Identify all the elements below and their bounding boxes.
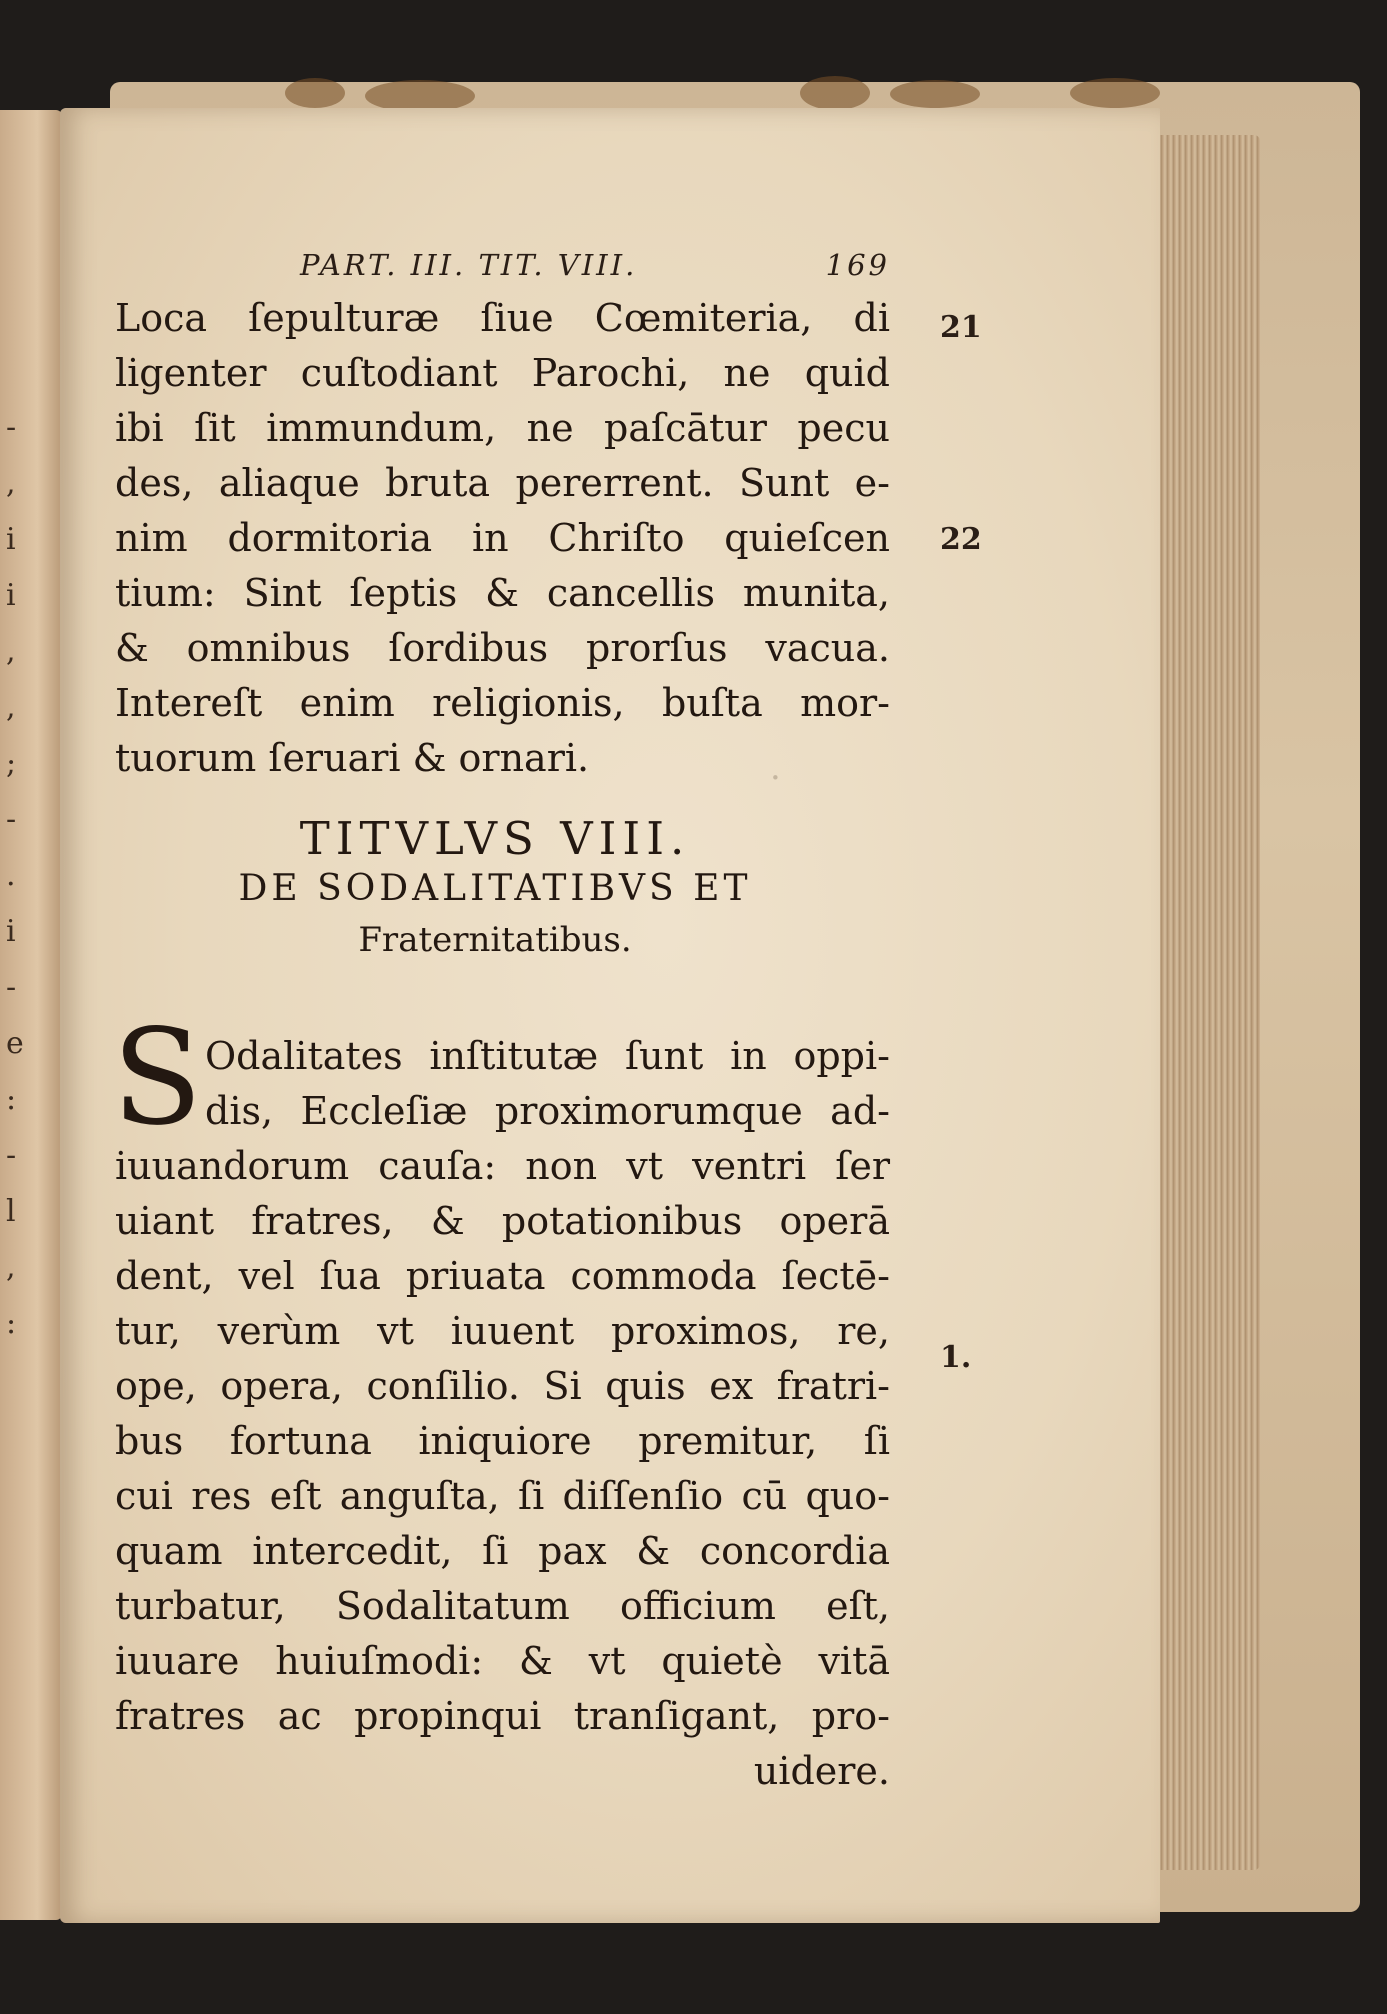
margin-note: 1. [940, 1340, 972, 1375]
drop-initial: S [112, 1001, 203, 1155]
text-line: quam intercedit, ſi pax & concordia [115, 1529, 890, 1573]
text-line: Intereſt enim religionis, buſta mor- [115, 681, 890, 725]
text-line: ligenter cuſtodiant Parochi, ne quid [115, 351, 890, 395]
text-line: tuorum ſeruari & ornari. [115, 736, 590, 780]
foxing-stain [285, 78, 345, 108]
text-line: tium: Sint ſeptis & cancellis munita, [115, 571, 890, 615]
text-line: dis, Eccleſiæ proximorumque ad- [205, 1089, 890, 1133]
section-title: TITVLVS VIII. [299, 812, 691, 865]
text-line: dent, vel ſua priuata commoda ſectē- [115, 1254, 890, 1298]
text-line: iuuare huiuſmodi: & vt quietè vitā [115, 1639, 890, 1683]
text-line: turbatur, Sodalitatum officium eſt, [115, 1584, 890, 1628]
text-line: uiant fratres, & potationibus operā [115, 1199, 890, 1243]
text-line: bus fortuna iniquiore premitur, ſi [115, 1419, 890, 1463]
foxing-stain [800, 76, 870, 110]
previous-page-line-ends: - , i i , , ; - . i - e : - l , : [6, 410, 24, 1341]
show-through-text: · [770, 758, 781, 798]
text-line: Odalitates inſtitutæ ſunt in oppi- [205, 1034, 890, 1078]
running-head-title: PART. III. TIT. VIII. [300, 248, 638, 282]
margin-note: 21 [940, 310, 982, 345]
text-line: Loca ſepulturæ ſiue Cœmiteria, di [115, 296, 890, 340]
text-line: tur, verùm vt iuuent proximos, re, [115, 1309, 890, 1353]
text-line: ope, opera, conſilio. Si quis ex fratri- [115, 1364, 890, 1408]
foxing-stain [1070, 78, 1160, 108]
text-line: cui res eſt anguſta, ſi diſſenſio cū quo- [115, 1474, 890, 1518]
text-line: fratres ac propinqui tranſigant, pro- [115, 1694, 890, 1738]
page-edges [1150, 135, 1260, 1870]
text-line: iuuandorum cauſa: non vt ventri ſer [115, 1144, 890, 1188]
section-subtitle-continued: Fraternitatibus. [358, 920, 632, 960]
section-subtitle: DE SODALITATIBVS ET [238, 868, 752, 909]
text-line: nim dormitoria in Chriſto quieſcen [115, 516, 890, 560]
running-head [300, 248, 890, 282]
previous-page [0, 110, 62, 1920]
margin-note: 22 [940, 522, 982, 557]
text-line: ibi ſit immundum, ne paſcātur pecu [115, 406, 890, 450]
text-line: des, aliaque bruta pererrent. Sunt e- [115, 461, 890, 505]
foxing-stain [890, 80, 980, 108]
page-number: 169 [825, 248, 890, 282]
text-line: uidere. [753, 1749, 890, 1793]
text-line: & omnibus ſordibus prorſus vacua. [115, 626, 890, 670]
